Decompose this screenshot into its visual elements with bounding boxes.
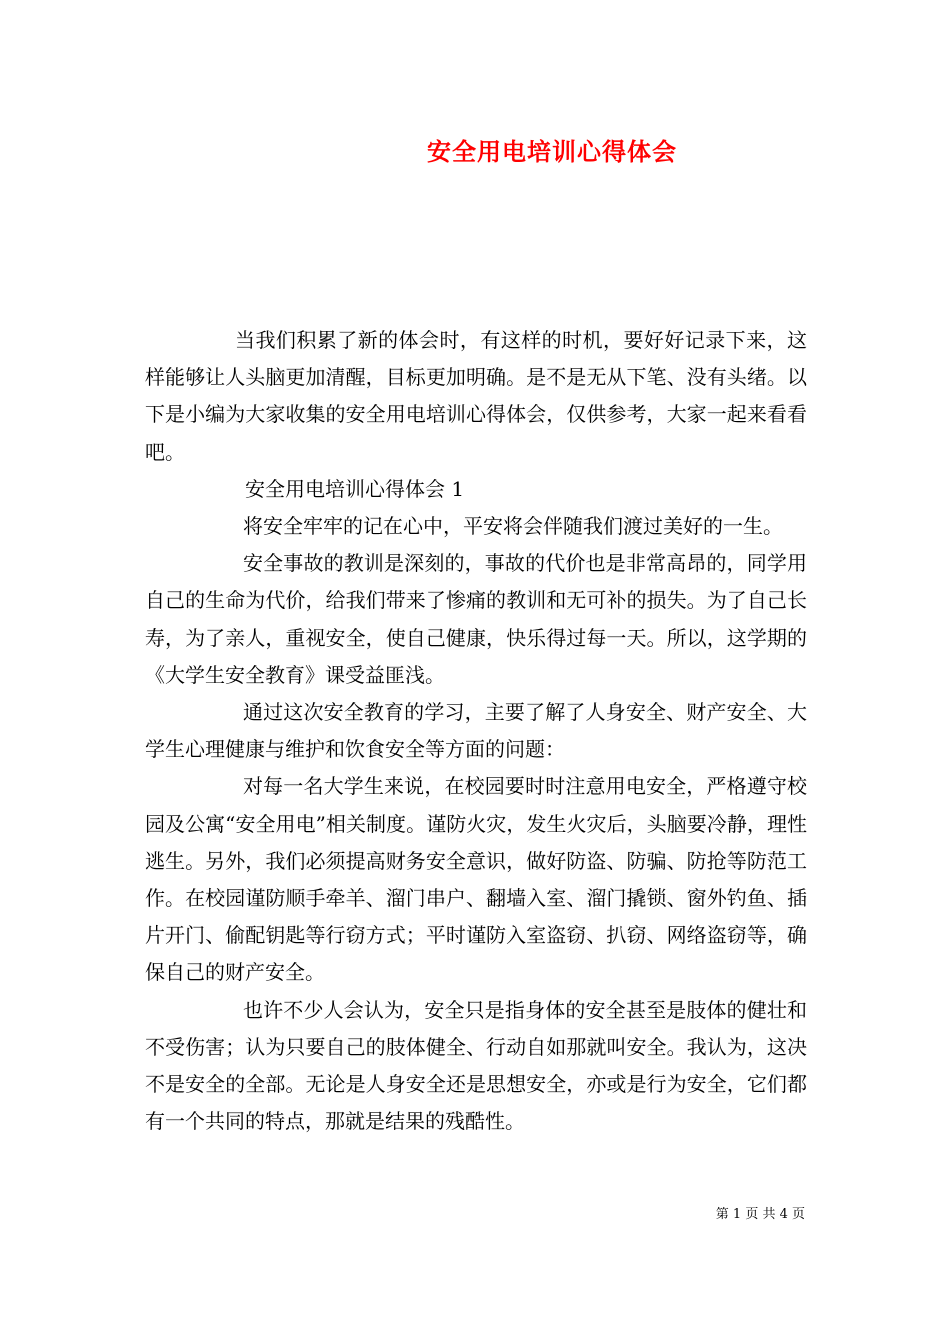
page-number-footer: 第 1 页 共 4 页 xyxy=(715,1207,805,1222)
section-heading: 安全用电培训心得体会 1 xyxy=(245,476,465,501)
body-paragraph: 通过这次安全教育的学习，主要了解了人身安全、财产安全、大学生心理健康与维护和饮食安全等方面的问题： xyxy=(145,700,807,762)
body-paragraph: 也许不少人会认为，安全只是指身体的安全甚至是肢体的健壮和不受伤害；认为只要自己的肢体健全、行动自如那就叫安全。我认为，这决不是安全的全部。无论是人身安全还是思想安全，亦或是行为安全，它们都有一个共同的特点，那就是结果的残酷性。 xyxy=(145,997,807,1134)
body-paragraph: 将安全牢牢的记在心中，平安将会伴随我们渡过美好的一生。 xyxy=(243,514,783,539)
document-title: 安全用电培训心得体会 xyxy=(427,137,677,166)
intro-paragraph: 当我们积累了新的体会时，有这样的时机，要好好记录下来，这样能够让人头脑更加清醒，目标更加明确。是不是无从下笔、没有头绪。以下是小编为大家收集的安全用电培训心得体会，仅供参考，大家一起来看看吧。 xyxy=(145,328,807,464)
body-paragraph: 安全事故的教训是深刻的，事故的代价也是非常高昂的，同学用自己的生命为代价，给我们带来了惨痛的教训和无可补的损失。为了自己长寿，为了亲人，重视安全，使自己健康，快乐得过每一天。所以，这学期的《大学生安全教育》课受益匪浅。 xyxy=(145,551,807,687)
body-paragraph: 对每一名大学生来说，在校园要时时注意用电安全，严格遵守校园及公寓“安全用电”相关制度。谨防火灾，发生火灾后，头脑要冷静，理性逃生。另外，我们必须提高财务安全意识，做好防盗、防骗、防抢等防范工作。在校园谨防顺手牵羊、溜门串户、翻墙入室、溜门撬锁、窗外钓鱼、插片开门、偷配钥匙等行窃方式；平时谨防入室盗窃、扒窃、网络盗窃等，确保自己的财产安全。 xyxy=(145,774,807,985)
document-body xyxy=(145,322,807,1140)
